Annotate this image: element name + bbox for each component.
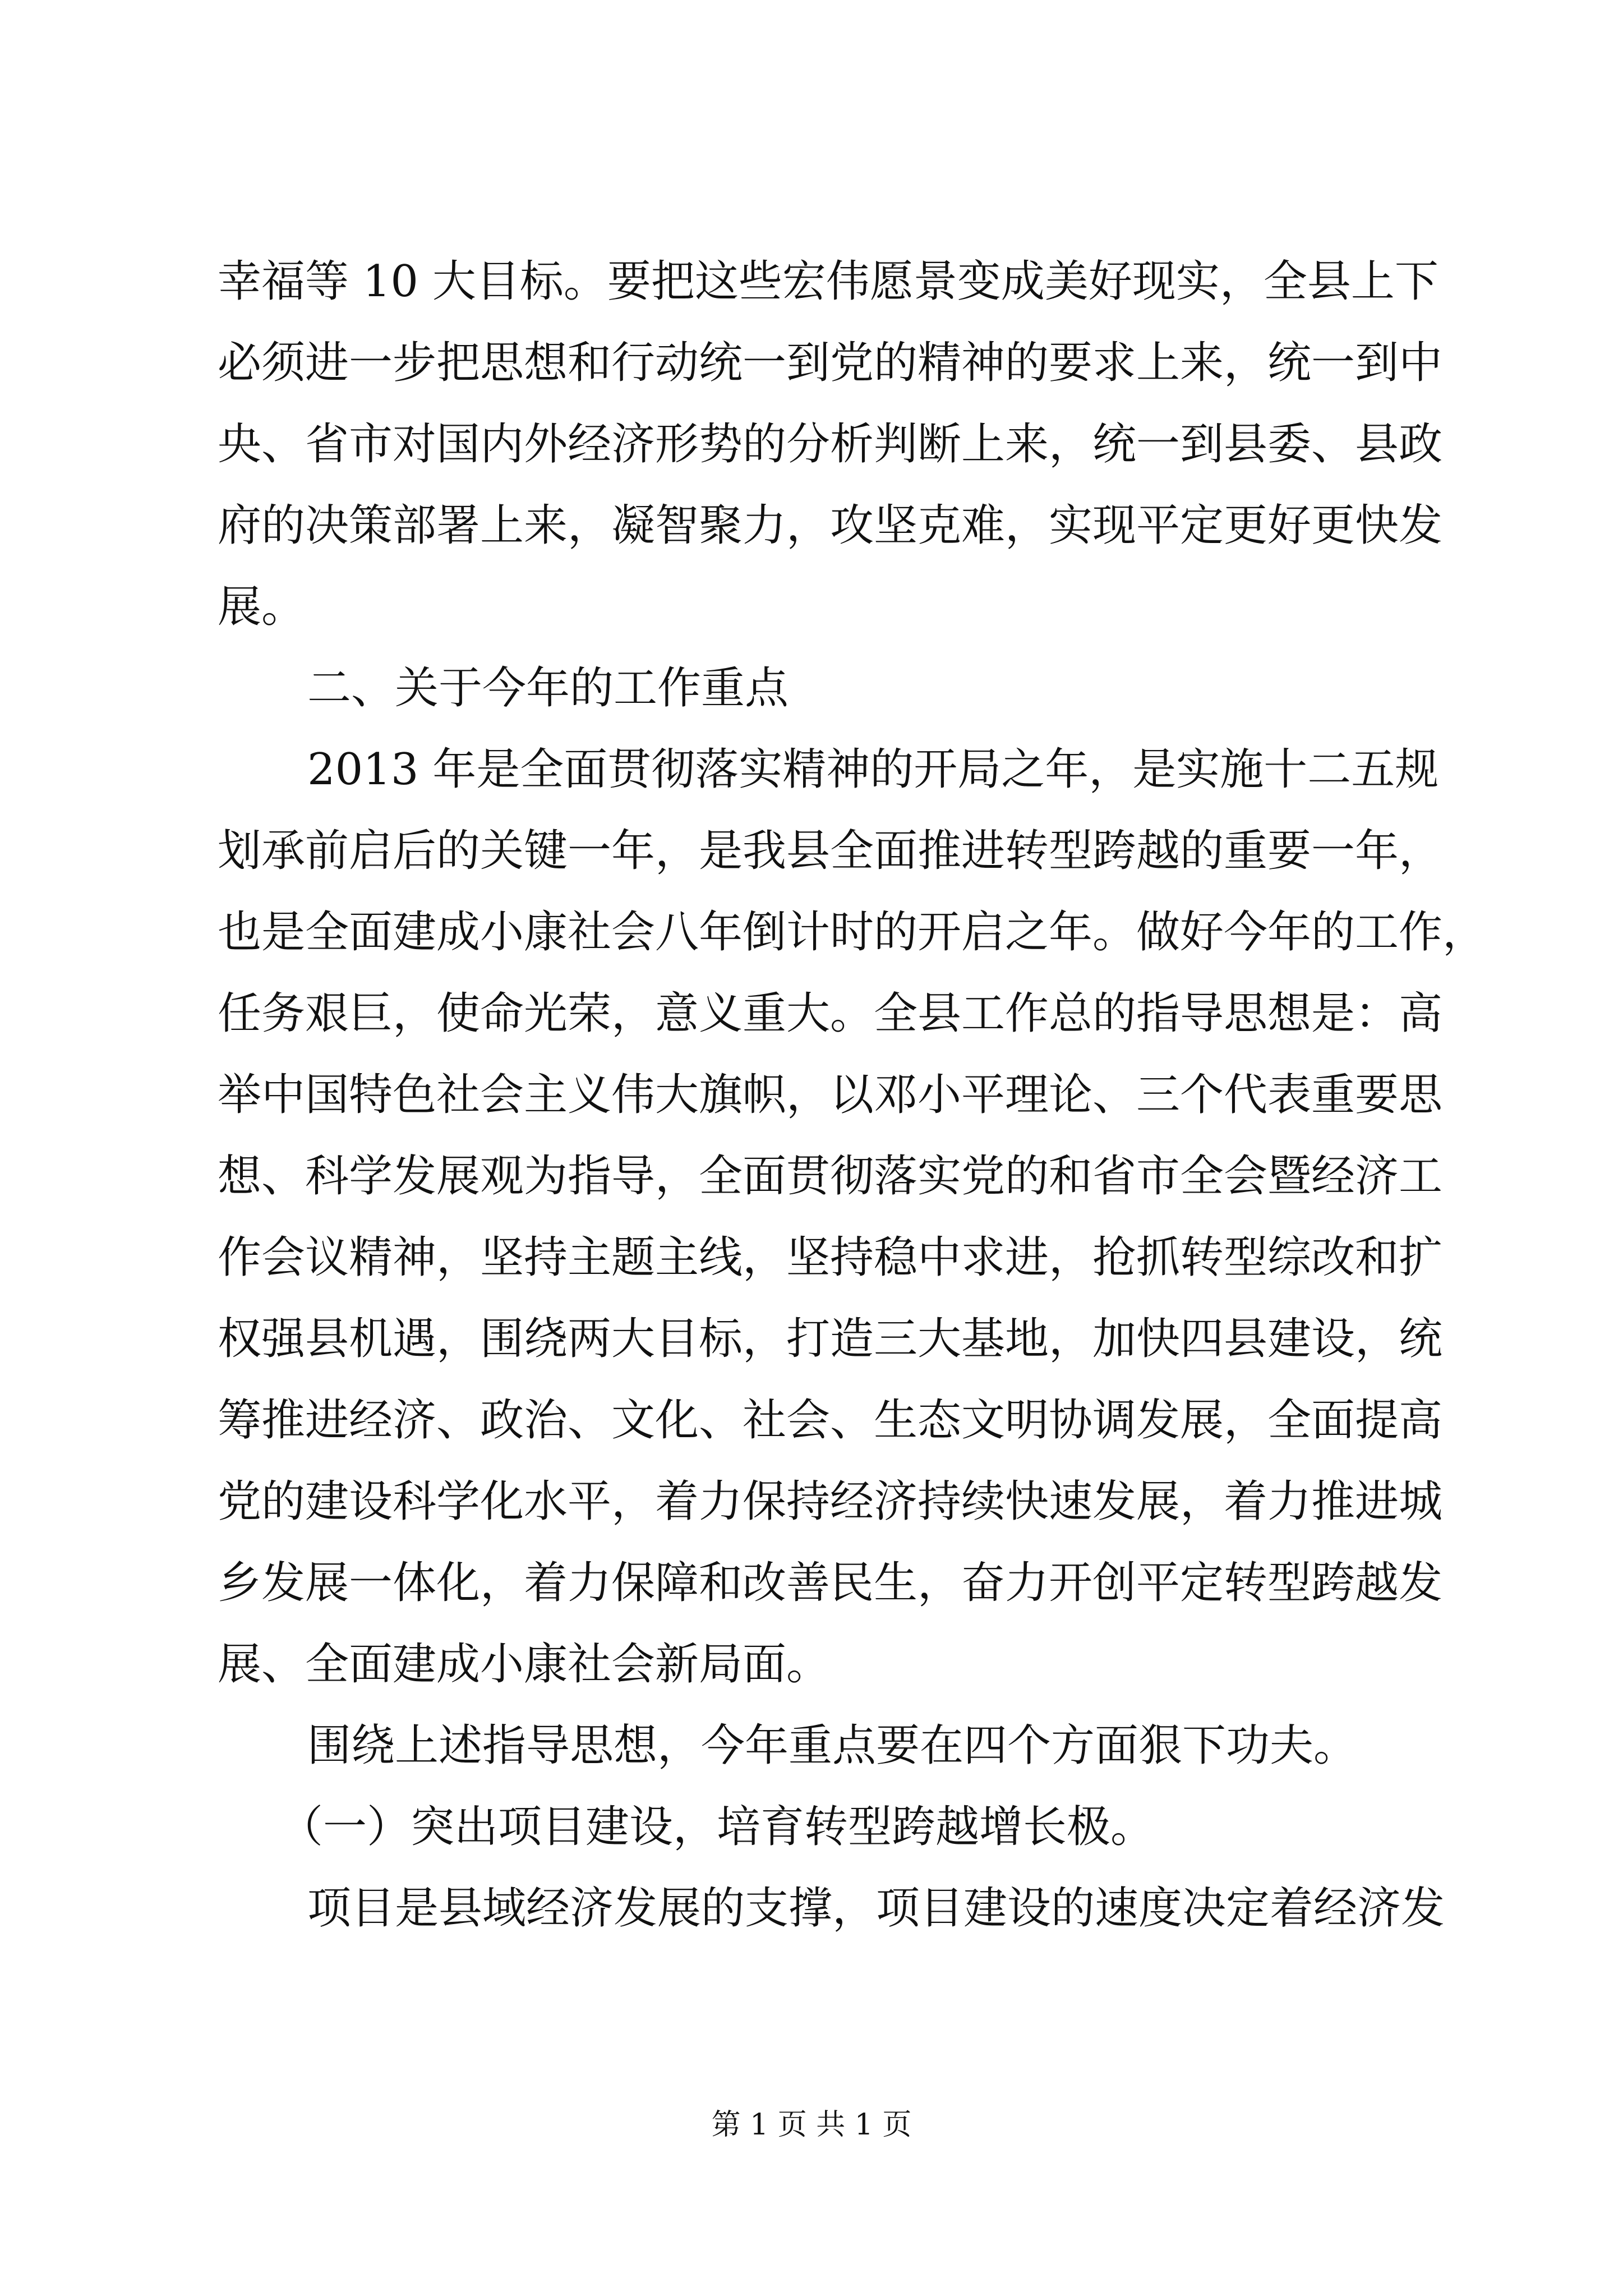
text-line: 想、科学发展观为指导，全面贯彻落实党的和省市全会暨经济工: [218, 1151, 1443, 1202]
text-line: 党的建设科学化水平，着力保持经济持续快速发展，着力推进城: [218, 1476, 1443, 1527]
page-footer: 第 1 页 共 1 页: [711, 2108, 912, 2142]
text-line: 筹推进经济、政治、文化、社会、生态文明协调发展，全面提高: [218, 1395, 1443, 1446]
text-line: 幸福等 10 大目标。要把这些宏伟愿景变成美好现实，全县上下: [218, 256, 1438, 307]
text-line: 也是全面建成小康社会八年倒计时的开启之年。做好今年的工作，: [218, 907, 1487, 958]
text-line: 举中国特色社会主义伟大旗帜，以邓小平理论、三个代表重要思: [218, 1070, 1443, 1120]
text-line: 项目是县域经济发展的支撑，项目建设的速度决定着经济发: [307, 1883, 1445, 1934]
text-line: 2013 年是全面贯彻落实精神的开局之年，是实施十二五规: [307, 744, 1439, 795]
text-line: 围绕上述指导思想，今年重点要在四个方面狠下功夫。: [307, 1720, 1358, 1771]
text-line: 必须进一步把思想和行动统一到党的精神的要求上来，统一到中: [218, 338, 1443, 388]
subsection-heading: （一）突出项目建设，培育转型跨越增长极。: [279, 1802, 1155, 1852]
text-line: 作会议精神，坚持主题主线，坚持稳中求进，抢抓转型综改和扩: [218, 1232, 1443, 1283]
text-line: 权强县机遇，围绕两大目标，打造三大基地，加快四县建设，统: [218, 1314, 1443, 1364]
text-line: 府的决策部署上来，凝智聚力，攻坚克难，实现平定更好更快发: [218, 500, 1443, 551]
document-body: [218, 241, 1487, 1949]
text-line: 展。: [218, 582, 306, 632]
text-line: 央、省市对国内外经济形势的分析判断上来，统一到县委、县政: [218, 419, 1443, 470]
text-line: 划承前启后的关键一年，是我县全面推进转型跨越的重要一年，: [218, 826, 1443, 876]
text-line: 展、全面建成小康社会新局面。: [218, 1639, 831, 1690]
text-line: 任务艰巨，使命光荣，意义重大。全县工作总的指导思想是：高: [218, 988, 1443, 1039]
text-line: 乡发展一体化，着力保障和改善民生，奋力开创平定转型跨越发: [218, 1558, 1443, 1608]
section-heading: 二、关于今年的工作重点: [307, 663, 789, 714]
